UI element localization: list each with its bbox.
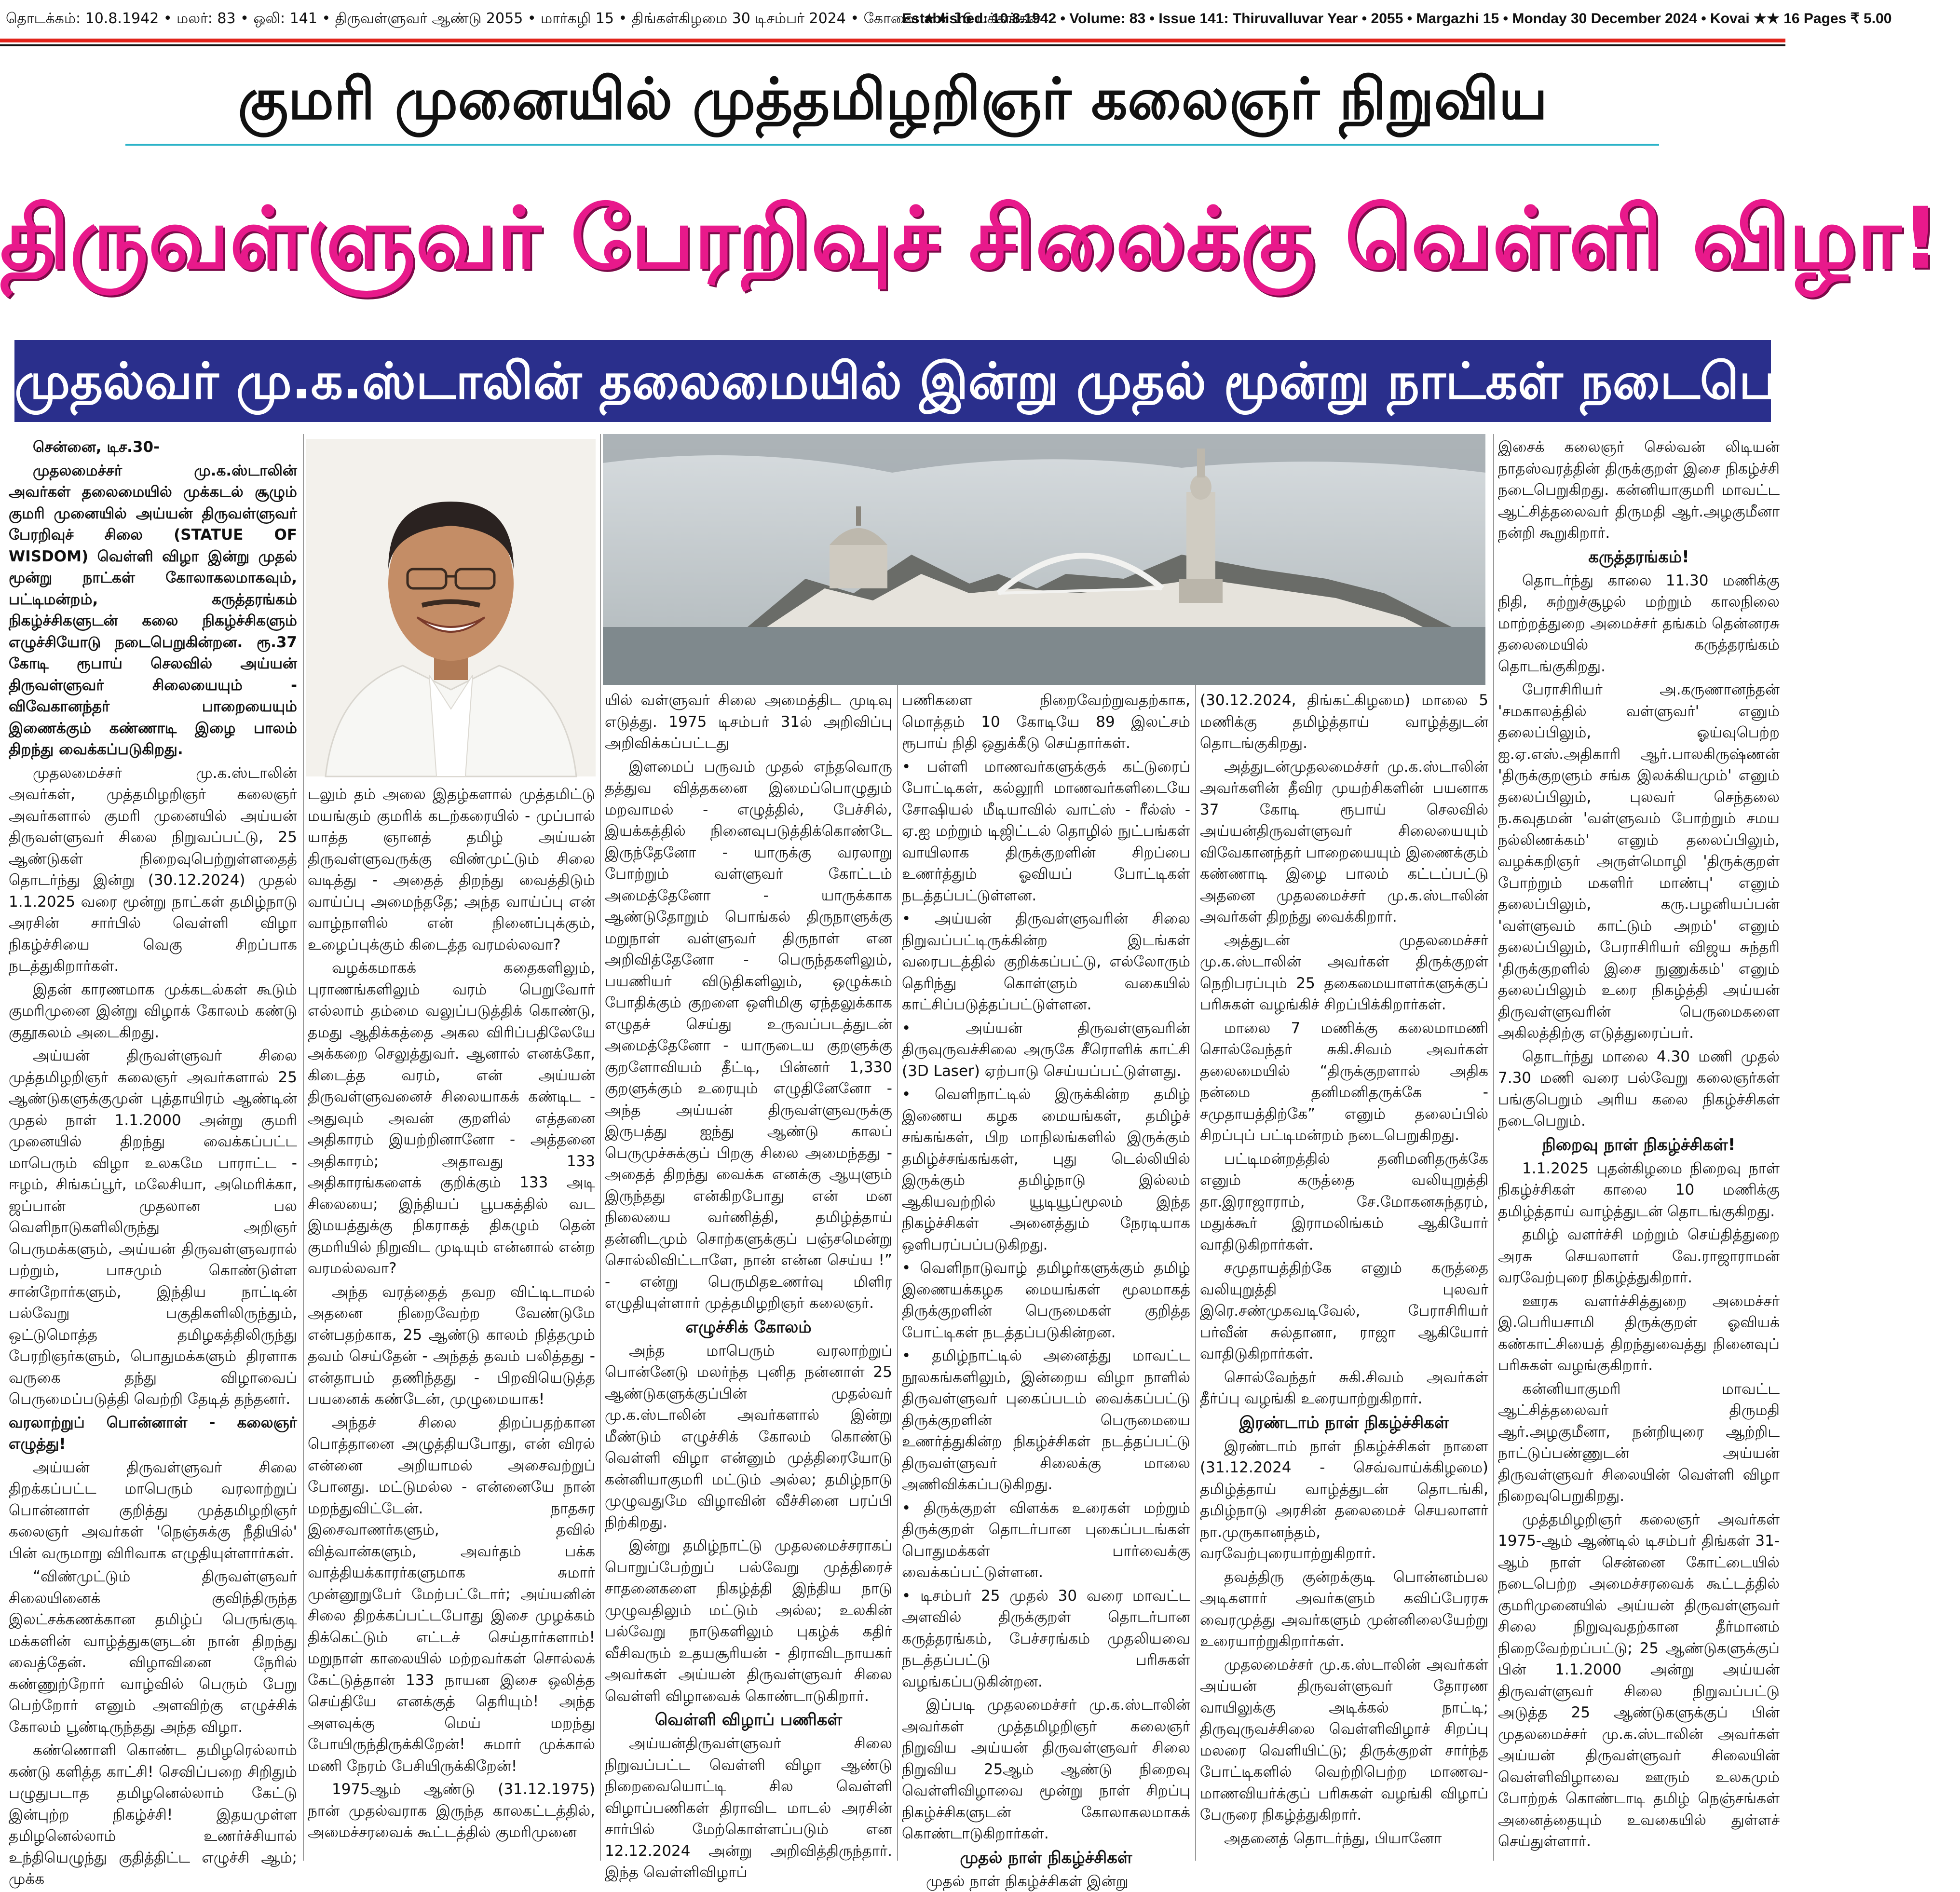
masthead-english: Established: 10.8.1942 • Volume: 83 • Issue 141: Thiruvalluvar Year • 2055 • Margazhi 15 • Monday 30 December 2024 • Kovai ★★ 16 Pages ₹ 5.00 [902, 0, 1780, 38]
paragraph: (30.12.2024, திங்கட்கிழமை) மாலை 5 மணிக்கு தமிழ்த்தாய் வாழ்த்துடன் தொடங்குகிறது. [1200, 690, 1488, 754]
section-heading: வரலாற்றுப் பொன்னாள் - கலைஞர் எழுத்து! [9, 1412, 297, 1455]
paragraph: முதலமைச்சர் மு.க.ஸ்டாலின் அவர்கள், முத்தமிழறிஞர் கலைஞர் அவர்களால் குமரி முனையில் அய்யன் திருவள்ளுவர் சிலை நிறுவப்பட்டு, 25 ஆண்டுகள் நிறைவுபெற்றுள்ளதைத் தொடர்ந்து இன்று (30.12.2024) முதல் 1.1.2025 வரை மூன்று நாட்கள் தமிழ்நாடு அரசின் சார்பில் வெள்ளி விழா நிகழ்ச்சியை வெகு சிறப்பாக நடத்துகிறார்கள். [9, 762, 297, 977]
paragraph: சொல்வேந்தர் சுகி.சிவம் அவர்கள் தீர்ப்பு வழங்கி உரையாற்றுகிறார். [1200, 1367, 1488, 1410]
paragraph: பணிகளை நிறைவேற்றுவதற்காக, மொத்தம் 10 கோடியே 89 இலட்சம் ரூபாய் நிதி ஒதுக்கீடு செய்தார்கள். [902, 690, 1190, 754]
paragraph: யில் வள்ளுவர் சிலை அமைத்திட முடிவு எடுத்து. 1975 டிசம்பர் 31ல் அறிவிப்பு அறிவிக்கப்பட்டது [605, 690, 892, 754]
paragraph: இசைக் கலைஞர் செல்வன் லிடியன் நாதஸ்வரத்தின் திருக்குறள் இசை நிகழ்ச்சி நடைபெறுகிறது. கன்னியாகுமரி மாவட்ட ஆட்சித்தலைவர் திருமதி ஆர்.அழகுமீனா நன்றி கூறுகிறார். [1498, 436, 1780, 544]
article-column-2 [308, 784, 595, 1859]
lead-paragraph: முதலமைச்சர் மு.க.ஸ்டாலின் அவர்கள் தலைமையில் முக்கடல் சூழும் குமரி முனையில் அய்யன் திருவள்ளுவர் பேரறிவுச் சிலை (STATUE OF WISDOM) வெள்ளி விழா இன்று முதல் மூன்று நாட்கள் கோலாகலமாகவும், பட்டிமன்றம், கருத்தரங்கம் நிகழ்ச்சிகளுடன் கலை நிகழ்ச்சிகளும் எழுச்சியோடு நடைபெறுகின்றன. ரூ.37 கோடி ரூபாய் செலவில் அய்யன் திருவள்ளுவர் சிலையையும் - விவேகானந்தர் பாறையையும் இணைக்கும் கண்ணாடி இழை பாலம் திறந்து வைக்கப்படுகிறது. [9, 460, 297, 761]
paragraph: ஊரக வளர்ச்சித்துறை அமைச்சர் இ.பெரியசாமி திருக்குறள் ஓவியக் கண்காட்சியைத் திறந்துவைத்து நினைவுப் பரிசுகள் வழங்குகிறார். [1498, 1291, 1780, 1376]
portrait-photo-icon [306, 439, 596, 776]
statue-bridge-photo-icon [603, 434, 1485, 685]
paragraph: அய்யன் திருவள்ளுவர் சிலை திறக்கப்பட்ட மாபெரும் வரலாற்றுப் பொன்னாள் குறித்து முத்தமிழறிஞர் கலைஞர் அவர்கள் 'நெஞ்சுக்கு நீதியில்' பின் வருமாறு விரிவாக எழுதியுள்ளார்கள். [9, 1457, 297, 1565]
bullet-item: • வெளிநாடுவாழ் தமிழர்களுக்கும் தமிழ் இணையக்கழக மையங்கள் மூலமாகத் திருக்குறளின் பெருமைகள் குறித்த போட்டிகள் நடத்தப்படுகின்றன. [902, 1257, 1190, 1343]
paragraph: அந்தச் சிலை திறப்பதற்கான பொத்தானை அழுத்தியபோது, என் விரல் என்னை அறியாமல் அசைவற்றுப் போனது. மட்டுமல்ல - என்னையே நான் மறந்துவிட்டேன். நாதசுர இசைவாணர்களும், தவில் வித்வான்களும், அவர்தம் பக்க வாத்தியக்காரர்களுமாக சுமார் முன்னூறுபேர் மேற்பட்டோர்; அய்யனின் சிலை திறக்கப்பட்டபோது இசை முழக்கம் திக்கெட்டும் எட்டச் செய்தார்களாம்! மறுநாள் காலையில் மற்றவர்கள் சொல்லக் கேட்டுத்தான் 133 நாயன இசை ஒலித்த செய்தியே எனக்குத் தெரியும்! அந்த அளவுக்கு மெய் மறந்து போயிருந்திருக்கிறேன்! சுமார் முக்கால் மணி நேரம் பேசியிருக்கிறேன்! [308, 1412, 595, 1777]
bullet-item: • தமிழ்நாட்டில் அனைத்து மாவட்ட நூலகங்களிலும், இன்றைய விழா நாளில் திருவள்ளுவர் புகைப்படம் வைக்கப்பட்டு திருக்குறளின் பெருமையை உணர்த்துகின்ற நிகழ்ச்சிகள் நடத்தப்பட்டு திருவள்ளுவர் சிலைக்கு மாலை அணிவிக்கப்படுகிறது. [902, 1345, 1190, 1496]
section-heading: நிறைவு நாள் நிகழ்ச்சிகள்! [1498, 1134, 1780, 1156]
paragraph: மாலை 7 மணிக்கு கலைமாமணி சொல்வேந்தர் சுகி.சிவம் அவர்கள் தலைமையில் “திருக்குறளால் அதிக நன்மை தனிமனிதருக்கே - சமுதாயத்திற்கே” எனும் தலைப்பில் சிறப்புப் பட்டிமன்றம் நடைபெறுகிறது. [1200, 1018, 1488, 1146]
paragraph: இன்று தமிழ்நாட்டு முதலமைச்சராகப் பொறுப்பேற்றுப் பல்வேறு முத்திரைச் சாதனைகளை நிகழ்த்தி இந்திய நாடு முழுவதிலும் மட்டும் அல்ல; உலகின் பல்வேறு நாடுகளிலும் புகழ்க் கதிர் வீசிவரும் உதயசூரியன் - திராவிடநாயகர் அவர்கள் அய்யன் திருவள்ளுவர் சிலை வெள்ளி விழாவைக் கொண்டாடுகிறார். [605, 1535, 892, 1707]
masthead-tamil: தொடக்கம்: 10.8.1942 • மலர்: 83 • ஒலி: 141 • திருவள்ளுவர் ஆண்டு 2055 • மார்கழி 15 • திங்கள்கிழமை 30 டிசம்பர் 2024 • கோவை ★★ 16 பக்கங்கள் [6, 0, 893, 38]
paragraph: 1.1.2025 புதன்கிழமை நிறைவு நாள் நிகழ்ச்சிகள் காலை 10 மணிக்கு தமிழ்த்தாய் வாழ்த்துடன் தொடங்குகிறது. [1498, 1158, 1780, 1223]
paragraph: 1975ஆம் ஆண்டு (31.12.1975) நான் முதல்வராக இருந்த காலகட்டத்தில், அமைச்சரவைக் கூட்டத்தில் குமரிமுனை [308, 1779, 595, 1843]
column-divider [600, 434, 601, 1861]
column-divider [1493, 434, 1494, 1861]
paragraph: அத்துடன்முதலமைச்சர் மு.க.ஸ்டாலின் அவர்களின் தீவிர முயற்சிகளின் பயனாக 37 கோடி ரூபாய் செலவில் அய்யன்திருவள்ளுவர் சிலையையும் விவேகானந்தர் பாறையையும் இணைக்கும் கண்ணாடி இழை பாலம் கட்டப்பட்டு அதனை முதலமைச்சர் மு.க.ஸ்டாலின் அவர்கள் திறந்து வைக்கிறார். [1200, 756, 1488, 928]
dateline: சென்னை, டிச.30- [9, 436, 297, 458]
paragraph: பட்டிமன்றத்தில் தனிமனிதருக்கே எனும் கருத்தை வலியுறுத்தி தா.இராஜாராம், சே.மோகனசுந்தரம், மதுக்கூர் இராமலிங்கம் ஆகியோர் வாதிடுகிறார்கள். [1200, 1148, 1488, 1256]
main-headline: திருவள்ளுவர் பேரறிவுச் சிலைக்கு வெள்ளி விழா! [0, 159, 1785, 318]
article-column-1 [9, 436, 297, 1859]
portrait-photo [306, 439, 596, 776]
article-column-3 [605, 690, 892, 1859]
subheadline-band: முதல்வர் மு.க.ஸ்டாலின் தலைமையில் இன்று முதல் மூன்று நாட்கள் நடைபெறுகிறது! [14, 340, 1771, 422]
kicker-headline: குமரி முனையில் முத்தமிழறிஞர் கலைஞர் நிறுவிய [0, 58, 1785, 140]
paragraph: இதன் காரணமாக முக்கடல்கள் கூடும் குமரிமுனை இன்று விழாக் கோலம் கண்டு குதூகலம் அடைகிறது. [9, 979, 297, 1044]
paragraph: தொடர்ந்து காலை 11.30 மணிக்கு நிதி, சுற்றுச்சூழல் மற்றும் காலநிலை மாற்றத்துறை அமைச்சர் தங்கம் தென்னரசு தலைமையில் கருத்தரங்கம் தொடங்குகிறது. [1498, 570, 1780, 678]
paragraph: வழக்கமாகக் கதைகளிலும், புராணங்களிலும் வரம் பெறுவோர் எல்லாம் தம்மை வலுப்படுத்திக் கொண்டு, தமது ஆதிக்கத்தை அகல விரிப்பதிலேயே அக்கறை செலுத்துவர். ஆனால் எனக்கோ, கிடைத்த வரம், என் அய்யன் திருவள்ளுவனைச் சிலையாகக் கண்டிட - அதுவும் அவன் குறளில் எத்தனை அதிகாரம் இயற்றினானோ - அத்தனை அதிகாரம்; அதாவது 133 அதிகாரங்களைக் குறிக்கும் 133 அடி சிலையை; இந்தியப் பூபகத்தில் வட இமயத்துக்கு நிகராகத் திகழும் தென் குமரியில் நிறுவிட முடியும் என்னால் என்ற வரமல்லவா? [308, 957, 595, 1279]
masthead-black-rule [0, 44, 1785, 46]
bullet-item: • அய்யன் திருவள்ளுவரின் சிலை நிறுவப்பட்டிருக்கின்ற இடங்கள் வரைபடத்தில் குறிக்கப்பட்டு, எல்லோரும் தெரிந்து கொள்ளும் வகையில் காட்சிப்படுத்தப்பட்டுள்ளன. [902, 908, 1190, 1016]
bullet-item: • பள்ளி மாணவர்களுக்குக் கட்டுரைப் போட்டிகள், கல்லூரி மாணவர்களிடையே சோஷியல் மீடியாவில் வாட்ஸ் - ரீல்ஸ் - ஏ.ஐ மற்றும் டிஜிட்டல் தொழில் நுட்பங்கள் வாயிலாக திருக்குறளின் சிறப்பை உணர்த்தும் ஓவியப் போட்டிகள் நடத்தப்பட்டுள்ளன. [902, 756, 1190, 907]
paragraph: கண்ணொளி கொண்ட தமிழரெல்லாம் கண்டு களித்த காட்சி! செவிப்பறை சிறிதும் பழுதுபடாத தமிழனெல்லாம் கேட்டு இன்புற்ற நிகழ்ச்சி! இதயமுள்ள தமிழனெல்லாம் உணர்ச்சியால் உந்தியெழுந்து குதித்திட்ட எழுச்சி ஆம்; முக்க [9, 1740, 297, 1890]
paragraph: இரண்டாம் நாள் நிகழ்ச்சிகள் நாளை (31.12.2024 - செவ்வாய்க்கிழமை) தமிழ்த்தாய் வாழ்த்துடன் தொடங்கி, தமிழ்நாடு அரசின் தலைமைச் செயலாளர் நா.முருகானந்தம், வரவேற்புரையாற்றுகிறார். [1200, 1436, 1488, 1565]
paragraph: டலும் தம் அலை இதழ்களால் முத்தமிட்டு மயங்கும் குமரிக் கடற்கரையில் - முப்பால் யாத்த ஞானத் தமிழ் அய்யன் திருவள்ளுவருக்கு விண்முட்டும் சிலை வடித்து - அதைத் திறந்து வைத்திடும் வாய்ப்பு அமைந்ததே; அந்த வாய்ப்பு என் வாழ்நாளில் என் நினைப்புக்கும், உழைப்புக்கும் கிடைத்த வரமல்லவா? [308, 784, 595, 955]
section-heading: எழுச்சிக் கோலம் [605, 1316, 892, 1338]
section-heading: கருத்தரங்கம்! [1498, 546, 1780, 568]
bullet-item: • திருக்குறள் விளக்க உரைகள் மற்றும் திருக்குறள் தொடர்பான புகைப்படங்கள் பொதுமக்கள் பார்வைக்கு வைக்கப்பட்டுள்ளன. [902, 1497, 1190, 1583]
paragraph: முதல் நாள் நிகழ்ச்சிகள் இன்று [902, 1871, 1190, 1892]
article-column-4 [902, 690, 1190, 1859]
paragraph: தவத்திரு குன்றக்குடி பொன்னம்பல அடிகளார் அவர்களும் கவிப்பேரரசு வைரமுத்து அவர்களும் முன்னிலையேற்று உரையாற்றுகிறார்கள். [1200, 1566, 1488, 1652]
kicker-underline [125, 144, 1659, 146]
paragraph: கன்னியாகுமரி மாவட்ட ஆட்சித்தலைவர் திருமதி ஆர்.அழகுமீனா, நன்றியுரை ஆற்றிட நாட்டுப்பண்ணுடன் அய்யன் திருவள்ளுவர் சிலையின் வெள்ளி விழா நிறைவுபெறுகிறது. [1498, 1378, 1780, 1507]
bullet-item: • டிசம்பர் 25 முதல் 30 வரை மாவட்ட அளவில் திருக்குறள் தொடர்பான கருத்தரங்கம், பேச்சரங்கம் முதலியவை நடத்தப்பட்டு பரிசுகள் வழங்கப்படுகின்றன. [902, 1585, 1190, 1693]
section-heading: இரண்டாம் நாள் நிகழ்ச்சிகள் [1200, 1412, 1488, 1434]
bullet-item: • வெளிநாட்டில் இருக்கின்ற தமிழ் இணைய கழக மையங்கள், தமிழ்ச் சங்கங்கள், பிற மாநிலங்களில் இருக்கும் தமிழ்ச்சங்கங்கள், புது டெல்லியில் இருக்கும் தமிழ்நாடு இல்லம் ஆகியவற்றில் யூடியூப்மூலம் இந்த நிகழ்ச்சிகள் அனைத்தும் நேரடியாக ஒளிபரப்பப்படுகிறது. [902, 1084, 1190, 1255]
paragraph: முதலமைச்சர் மு.க.ஸ்டாலின் அவர்கள் அய்யன் திருவள்ளுவர் தோரண வாயிலுக்கு அடிக்கல் நாட்டி; திருவுருவச்சிலை வெள்ளிவிழாச் சிறப்பு மலரை வெளியிட்டு; திருக்குறள் சார்ந்த போட்டிகளில் வெற்றிபெற்ற மாணவ- மாணவியர்க்குப் பரிசுகள் வழங்கி விழாப் பேருரை நிகழ்த்துகிறார். [1200, 1654, 1488, 1826]
paragraph: முத்தமிழறிஞர் கலைஞர் அவர்கள் 1975-ஆம் ஆண்டில் டிசம்பர் திங்கள் 31-ஆம் நாள் சென்னை கோட்டையில் நடைபெற்ற அமைச்சரவைக் கூட்டத்தில் குமரிமுனையில் அய்யன் திருவள்ளுவர் சிலை நிறுவுவதற்கான தீர்மானம் நிறைவேற்றப்பட்டு; 25 ஆண்டுகளுக்குப் பின் 1.1.2000 அன்று அய்யன் திருவள்ளுவர் சிலை நிறுவப்பட்டு அடுத்த 25 ஆண்டுகளுக்குப் பின் முதலமைச்சர் மு.க.ஸ்டாலின் அவர்கள் அய்யன் திருவள்ளுவர் சிலையின் வெள்ளிவிழாவை ஊரும் உலகமும் போற்றக் கொண்டாடி தமிழ் நெஞ்சங்கள் அனைத்தையும் உவகையில் துள்ளச் செய்துள்ளார். [1498, 1509, 1780, 1852]
paragraph: அய்யன் திருவள்ளுவர் சிலை முத்தமிழறிஞர் கலைஞர் அவர்களால் 25 ஆண்டுகளுக்குமுன் புத்தாயிரம் ஆண்டின் முதல் நாள் 1.1.2000 அன்று குமரி முனையில் திறந்து வைக்கப்பட்ட மாபெரும் விழா உலகமே பாராட்ட - ஈழம், சிங்கப்பூர், மலேசியா, அமெரிக்கா, ஜப்பான் முதலான பல வெளிநாடுகளிலிருந்து அறிஞர் பெருமக்களும், அய்யன் திருவள்ளுவரால் பற்றும், பாசமும் கொண்டுள்ள சான்றோர்களும், இந்திய நாட்டின் பல்வேறு பகுதிகளிலிருந்தும், ஒட்டுமொத்த தமிழகத்திலிருந்து பேரறிஞர்களும், பொதுமக்களும் திரளாக வருகை தந்து விழாவைப் பெருமைப்படுத்தி வெற்றி தேடித் தந்தனர். [9, 1045, 297, 1410]
section-heading: முதல் நாள் நிகழ்ச்சிகள் [902, 1847, 1190, 1869]
paragraph: அத்துடன் முதலமைச்சர் மு.க.ஸ்டாலின் அவர்கள் திருக்குறள் நெறிபரப்பும் 25 தகைமையாளர்களுக்குப் பரிசுகள் வழங்கிச் சிறப்பிக்கிறார்கள். [1200, 930, 1488, 1016]
paragraph: “விண்முட்டும் திருவள்ளுவர் சிலையினைக் குவிந்திருந்த இலட்சக்கணக்கான தமிழ்ப் பெருங்குடி மக்களின் வாழ்த்துகளுடன் நான் திறந்து வைத்தேன். விழாவினை நேரில் கண்ணுற்றோர் வாழ்வில் பெரும் பேறு பெற்றோர் எனும் அளவிற்கு எழுச்சிக் கோலம் பூண்டிருந்தது அந்த விழா. [9, 1566, 297, 1738]
masthead-red-rule [0, 39, 1785, 42]
paragraph: அய்யன்திருவள்ளுவர் சிலை நிறுவப்பட்ட வெள்ளி விழா ஆண்டு நிறைவையொட்டி சில வெள்ளி விழாப்பணிகள் திராவிட மாடல் அரசின் சார்பில் மேற்கொள்ளப்படும் என 12.12.2024 அன்று அறிவித்திருந்தார். இந்த வெள்ளிவிழாப் [605, 1733, 892, 1883]
statue-bridge-photo [603, 434, 1485, 685]
article-column-5 [1200, 690, 1488, 1859]
paragraph: அந்த மாபெரும் வரலாற்றுப் பொன்னேடு மலர்ந்த புனித நன்னாள் 25 ஆண்டுகளுக்குப்பின் முதல்வர் மு.க.ஸ்டாலின் அவர்களால் இன்று மீண்டும் எழுச்சிக் கோலம் கொண்டு வெள்ளி விழா என்னும் முத்திரையோடு கன்னியாகுமரி மட்டும் அல்ல; தமிழ்நாடு முழுவதுமே விழாவின் வீச்சினை பரப்பி நிற்கிறது. [605, 1340, 892, 1534]
article-column-6 [1498, 436, 1780, 1859]
paragraph: பேராசிரியர் அ.கருணானந்தன் 'சமகாலத்தில் வள்ளுவர்' எனும் தலைப்பிலும், ஓய்வுபெற்ற ஐ.ஏ.எஸ்.அதிகாரி ஆர்.பாலகிருஷ்ணன் 'திருக்குறளும் சங்க இலக்கியமும்' எனும் தலைப்பிலும், புலவர் செந்தலை ந.கவுதமன் 'வள்ளுவம் போற்றும் சமய நல்லிணக்கம்' எனும் தலைப்பிலும், வழக்கறிஞர் அருள்மொழி 'திருக்குறள் போற்றும் மகளிர் மாண்பு' எனும் தலைப்பிலும், கரு.பழனியப்பன் 'வள்ளுவம் காட்டும் அறம்' எனும் தலைப்பிலும், பேராசிரியர் விஜய சுந்தரி 'திருக்குறளில் இசை நுணுக்கம்' எனும் தலைப்பிலும் உரை நிகழ்த்தி அய்யன் திருவள்ளுவரின் பெருமைகளை அகிலத்திற்கு எடுத்துரைப்பர். [1498, 679, 1780, 1044]
paragraph: இளமைப் பருவம் முதல் எந்தவொரு தத்துவ வித்தகனை இமைப்பொழுதும் மறவாமல் - எழுத்தில், பேச்சில், இயக்கத்தில் நினைவுபடுத்திக்கொண்டே இருந்தேனோ - யாருக்கு வரலாறு போற்றும் வள்ளுவர் கோட்டம் அமைத்தேனோ - யாருக்காக ஆண்டுதோறும் பொங்கல் திருநாளுக்கு மறுநாள் வள்ளுவர் திருநாள் என அறிவித்தேனோ - பெருந்தகளிலும், பயணியர் விடுதிகளிலும், ஒழுக்கம் போதிக்கும் குறளை ஒளிமிகு ஏந்தலுக்காக எழுதச் செய்து உருவப்படத்துடன் அமைத்தேனோ - யாருடைய குறளுக்கு குறளோவியம் தீட்டி, பின்னர் 1,330 குறளுக்கும் உரையும் எழுதினேனோ - அந்த அய்யன் திருவள்ளுவருக்கு இருபத்து ஐந்து ஆண்டு காலப் பெருமுச்சுக்குப் பிறகு சிலை அமைந்தது - அதைத் திறந்து வைக்க எனக்கு ஆயுளும் இருந்தது என்கிறபோது என் மன நிலையை வர்ணித்தி, தமிழ்த்தாய் தன்னிடமும் சொற்களுக்குப் பஞ்சமென்று சொல்லிவிட்டாளே, நான் என்ன செய்ய !” - என்று பெருமிதஉணர்வு மிளிர எழுதியுள்ளார் முத்தமிழறிஞர் கலைஞர். [605, 756, 892, 1314]
paragraph: இப்படி முதலமைச்சர் மு.க.ஸ்டாலின் அவர்கள் முத்தமிழறிஞர் கலைஞர் நிறுவிய அய்யன் திருவள்ளுவர் சிலை நிறுவிய 25ஆம் ஆண்டு நிறைவு வெள்ளிவிழாவை மூன்று நாள் சிறப்பு நிகழ்ச்சிகளுடன் கோலாகலமாகக் கொண்டாடுகிறார்கள். [902, 1694, 1190, 1845]
masthead [0, 0, 1785, 38]
bullet-item: • அய்யன் திருவள்ளுவரின் திருவுருவச்சிலை அருகே சீரொளிக் காட்சி (3D Laser) ஏற்பாடு செய்யப்பட்டுள்ளது. [902, 1018, 1190, 1082]
paragraph: தமிழ் வளர்ச்சி மற்றும் செய்தித்துறை அரசு செயலாளர் வே.ராஜாராமன் வரவேற்புரை நிகழ்த்துகிறார். [1498, 1224, 1780, 1289]
column-divider [303, 434, 304, 1861]
paragraph: சமுதாயத்திற்கே எனும் கருத்தை வலியுறுத்தி புலவர் இரெ.சண்முகவடிவேல், பேராசிரியர் பர்வீன் சுல்தானா, ராஜா ஆகியோர் வாதிடுகிறார்கள். [1200, 1257, 1488, 1365]
section-heading: வெள்ளி விழாப் பணிகள் [605, 1709, 892, 1731]
paragraph: அந்த வரத்தைத் தவற விட்டிடாமல் அதனை நிறைவேற்ற வேண்டுமே என்பதற்காக, 25 ஆண்டு காலம் நித்தமும் தவம் செய்தேன் - அந்தத் தவம் பலித்தது - என்தாபம் தணிந்தது - பிறவியெடுத்த பயனைக் கண்டேன், முழுமையாக! [308, 1281, 595, 1410]
paragraph: தொடர்ந்து மாலை 4.30 மணி முதல் 7.30 மணி வரை பல்வேறு கலைஞர்கள் பங்குபெறும் அரிய கலை நிகழ்ச்சிகள் நடைபெறும். [1498, 1046, 1780, 1132]
paragraph: அதனைத் தொடர்ந்து, பியானோ [1200, 1828, 1488, 1850]
